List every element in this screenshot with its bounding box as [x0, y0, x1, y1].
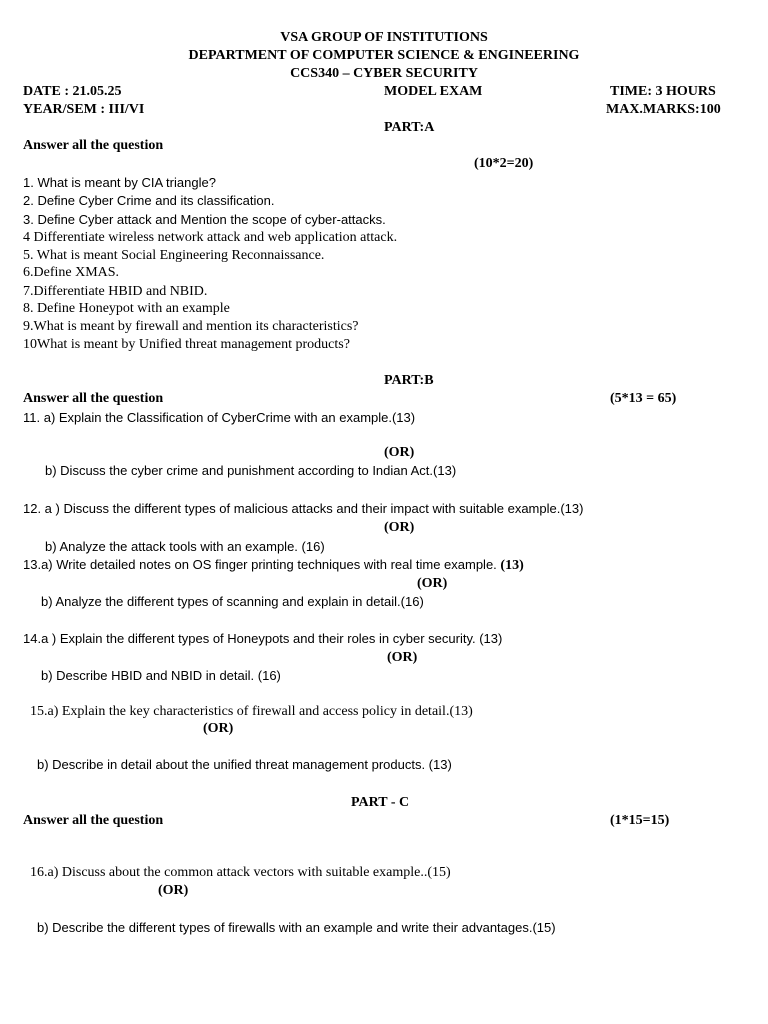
- question-13-or: (OR): [417, 576, 448, 591]
- part-c-instruction: Answer all the question: [23, 813, 164, 828]
- year-semester: YEAR/SEM : III/VI: [23, 102, 145, 117]
- question-11b: b) Discuss the cyber crime and punishment according to Indian Act.(13): [45, 463, 457, 478]
- question-13a: [23, 557, 524, 574]
- question-14b: b) Describe HBID and NBID in detail. (16): [41, 668, 281, 683]
- question-2: 2. Define Cyber Crime and its classification.: [23, 193, 275, 208]
- question-11-or: (OR): [384, 445, 415, 460]
- question-14-or: (OR): [387, 650, 418, 665]
- question-5: 5. What is meant Social Engineering Reconnaissance.: [23, 248, 325, 263]
- question-15b: b) Describe in detail about the unified threat management products. (13): [37, 757, 452, 772]
- exam-duration: TIME: 3 HOURS: [610, 84, 716, 99]
- department-name: DEPARTMENT OF COMPUTER SCIENCE & ENGINEERING: [188, 48, 580, 63]
- question-16-or: (OR): [158, 883, 189, 898]
- question-12b: b) Analyze the attack tools with an example. (16): [45, 539, 325, 554]
- question-13a-text: 13.a) Write detailed notes on OS finger printing techniques with real time example.: [23, 557, 497, 572]
- institution-name: VSA GROUP OF INSTITUTIONS: [280, 30, 488, 45]
- question-10: 10What is meant by Unified threat management products?: [23, 337, 350, 352]
- question-8: 8. Define Honeypot with an example: [23, 301, 230, 316]
- question-12-or: (OR): [384, 520, 415, 535]
- question-13b: b) Analyze the different types of scanning and explain in detail.(16): [41, 594, 424, 609]
- question-3: 3. Define Cyber attack and Mention the scope of cyber-attacks.: [23, 212, 386, 227]
- exam-date: DATE : 21.05.25: [23, 84, 122, 99]
- question-15-or: (OR): [203, 721, 234, 736]
- part-a-title: PART:A: [384, 120, 435, 135]
- part-a-instruction: Answer all the question: [23, 138, 164, 153]
- part-a-marks: (10*2=20): [474, 156, 534, 171]
- part-c-title: PART - C: [351, 795, 410, 810]
- question-9: 9.What is meant by firewall and mention its characteristics?: [23, 319, 359, 334]
- part-b-title: PART:B: [384, 373, 434, 388]
- exam-type: MODEL EXAM: [384, 84, 483, 99]
- question-4: 4 Differentiate wireless network attack and web application attack.: [23, 230, 398, 245]
- part-c-marks: (1*15=15): [610, 813, 670, 828]
- question-16a: 16.a) Discuss about the common attack vectors with suitable example..(15): [30, 865, 451, 880]
- question-16b: b) Describe the different types of firewalls with an example and write their advantages.(15): [37, 920, 556, 935]
- question-15a: 15.a) Explain the key characteristics of firewall and access policy in detail.(13): [30, 704, 473, 719]
- question-12a: 12. a ) Discuss the different types of malicious attacks and their impact with suitable example.(13): [23, 501, 584, 516]
- max-marks: MAX.MARKS:100: [606, 102, 721, 117]
- question-11a: 11. a) Explain the Classification of CyberCrime with an example.(13): [23, 410, 416, 425]
- course-title: CCS340 – CYBER SECURITY: [290, 66, 478, 81]
- question-7: 7.Differentiate HBID and NBID.: [23, 284, 208, 299]
- part-b-marks: (5*13 = 65): [610, 391, 677, 406]
- question-13a-marks: (13): [500, 558, 524, 573]
- question-14a: 14.a ) Explain the different types of Honeypots and their roles in cyber security. (13): [23, 631, 503, 646]
- question-6: 6.Define XMAS.: [23, 265, 120, 280]
- part-b-instruction: Answer all the question: [23, 391, 164, 406]
- question-1: 1. What is meant by CIA triangle?: [23, 175, 216, 190]
